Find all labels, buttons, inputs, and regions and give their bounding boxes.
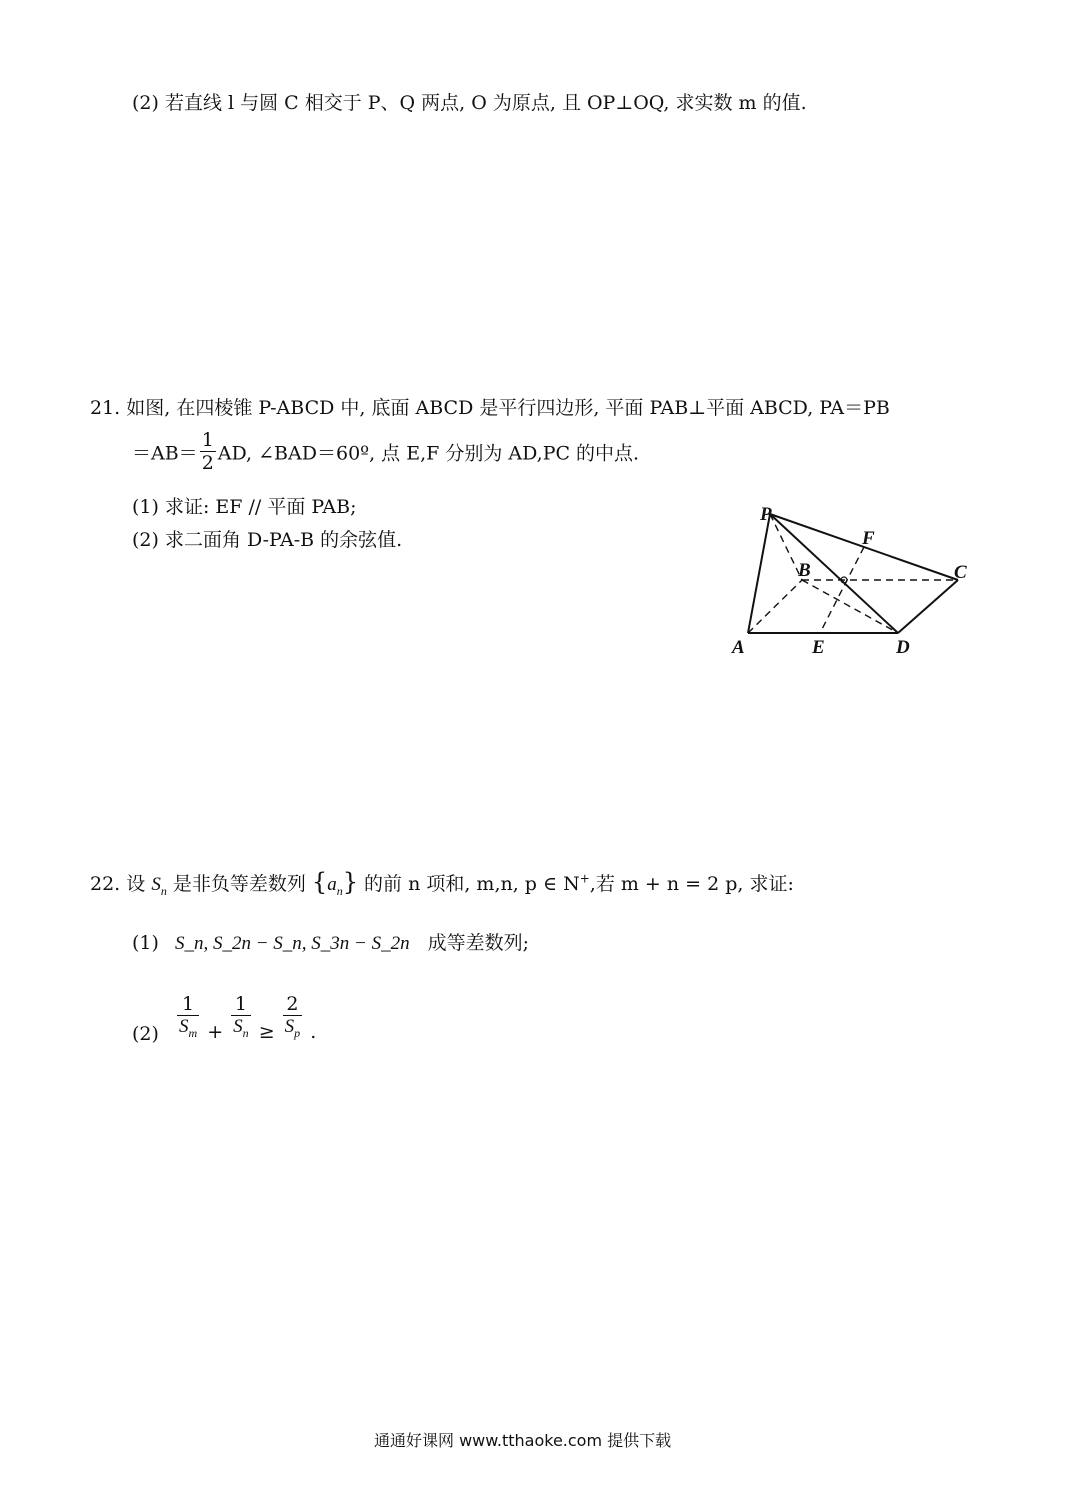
sub-n: n: [242, 1025, 249, 1040]
q22-part1-tail: 成等差数列;: [427, 932, 530, 954]
q21-line2-pre: ＝AB＝: [132, 442, 198, 465]
q22-part1-formula: S_n, S_2n − S_n, S_3n − S_2n: [174, 933, 410, 954]
sub-p: p: [294, 1025, 301, 1040]
label-P: P: [760, 504, 772, 525]
frac-num: 1: [234, 993, 247, 1015]
q21-part1: (1) 求证: EF // 平面 PAB;: [132, 496, 357, 518]
frac-1-over-Sm: [177, 994, 199, 1040]
frac-num: 1: [182, 993, 195, 1015]
q22-part2: [132, 993, 317, 1046]
q22-line1-post: 的前 n 项和, m,n, p ∈ N: [364, 873, 580, 895]
edge-DC: [898, 580, 958, 633]
period: .: [310, 1021, 317, 1044]
symbol-a: a: [327, 874, 337, 895]
sub-n-a: n: [336, 883, 343, 898]
q22-line1-end: ,若 m + n = 2 p, 求证:: [589, 873, 794, 895]
q22-part1: [132, 934, 529, 953]
label-B: B: [798, 560, 811, 581]
sub-m: m: [188, 1025, 198, 1040]
brace-open: {: [311, 868, 328, 896]
q21-part2: (2) 求二面角 D-PA-B 的余弦值.: [132, 529, 403, 551]
q22-part1-label: (1): [132, 932, 159, 954]
symbol-S: S: [151, 874, 161, 895]
q22-line1-mid: 是非负等差数列: [172, 873, 306, 895]
q20-part2: (2) 若直线 l 与圆 C 相交于 P、Q 两点, O 为原点, 且 OP⊥OQ, 求实数 m 的值.: [132, 92, 807, 114]
q21-line1: 21. 如图, 在四棱锥 P-ABCD 中, 底面 ABCD 是平行四边形, 平面 PAB⊥平面 ABCD, PA＝PB: [90, 397, 890, 419]
frac-num: 1: [201, 429, 214, 451]
q21-line2-post: AD, ∠BAD＝60º, 点 E,F 分别为 AD,PC 的中点.: [217, 442, 640, 465]
plus-sign: +: [207, 1021, 224, 1044]
edge-PD: [770, 514, 898, 633]
q21-line2: [132, 429, 640, 477]
q22-line1-pre: 22. 设: [90, 873, 146, 895]
brace-close: }: [342, 868, 358, 896]
frac-1-over-Sn: [231, 994, 251, 1040]
q22-line1: [90, 870, 794, 897]
frac-den: $S_m$: [178, 1015, 198, 1040]
frac-2-over-Sp: [283, 994, 303, 1040]
label-E: E: [812, 637, 825, 658]
frac-den: $S_p$: [284, 1015, 301, 1040]
geq-sign: ≥: [258, 1021, 275, 1044]
page-footer: 通通好课网 www.tthaoke.com 提供下载: [374, 1431, 672, 1450]
frac-den: $S_n$: [233, 1015, 249, 1040]
label-D: D: [896, 637, 910, 658]
sup-plus: +: [579, 871, 590, 886]
label-F: F: [862, 528, 875, 549]
fraction-one-half: [200, 430, 216, 475]
label-A: A: [732, 637, 745, 658]
sub-n: n: [160, 883, 167, 898]
frac-den: 2: [201, 451, 214, 474]
pyramid-figure: [724, 500, 984, 660]
segment-EF-hidden: [820, 547, 864, 633]
label-C: C: [954, 562, 967, 583]
q22-part2-label: (2): [132, 1023, 159, 1046]
frac-num: 2: [286, 993, 299, 1015]
